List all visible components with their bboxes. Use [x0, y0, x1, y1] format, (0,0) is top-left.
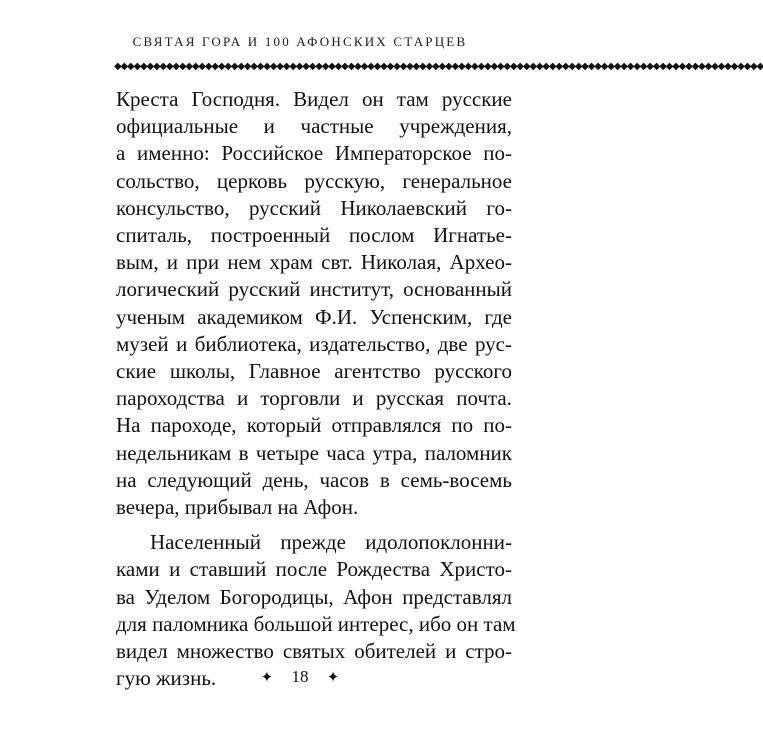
- text-line: пароходства и торговли и русская почта.: [116, 386, 512, 411]
- text-line: Населенный прежде идолопоклонни-: [150, 530, 512, 555]
- text-line: ученым академиком Ф.И. Успенским, где: [116, 304, 512, 329]
- text-line: видел множество святых обителей и стро-: [116, 639, 512, 664]
- text-line: На пароходе, который отправлялся по по-: [116, 413, 512, 438]
- text-line: ва Уделом Богородицы, Афон представлял: [116, 584, 512, 609]
- text-line: гую жизнь.: [116, 666, 217, 691]
- text-line: сольство, церковь русскую, генеральное: [116, 168, 512, 193]
- text-line: ками и ставший после Рождества Христо-: [116, 557, 512, 582]
- cross-ornament-icon: ✦: [260, 668, 274, 687]
- text-line: официальные и частные учреждения,: [116, 114, 512, 139]
- body-text: [116, 86, 516, 692]
- text-line: логический русский институт, основанный: [116, 277, 512, 302]
- paragraph-gap: [116, 521, 512, 529]
- text-line: ские школы, Главное агентство русского: [116, 359, 512, 384]
- text-line: на следующий день, часов в семь-восемь: [116, 467, 512, 492]
- ornament-rule-icon: ◆◆◆◆◆◆◆◆◆◆◆◆◆◆◆◆◆◆◆◆◆◆◆◆◆◆◆◆◆◆◆◆◆◆◆◆◆◆◆◆◆◆◆◆◆◆◆◆◆◆◆◆◆◆◆◆◆◆◆◆◆◆◆◆◆◆◆◆◆◆◆◆◆◆◆◆◆◆◆◆◆◆◆◆◆◆◆◆◆◆◆◆◆◆◆◆◆◆◆◆: [114, 61, 763, 72]
- page-footer: [0, 666, 600, 687]
- cross-ornament-icon: ✦: [326, 668, 340, 687]
- text-line: консульство, русский Николаевский го-: [116, 195, 512, 220]
- running-header: СВЯТАЯ ГОРА И 100 АФОНСКИХ СТАРЦЕВ: [132, 34, 468, 49]
- paragraph: [116, 86, 512, 521]
- text-line: а именно: Российское Императорское по-: [116, 141, 512, 166]
- text-line: спиталь, построенный послом Игнатье-: [116, 223, 512, 248]
- page-number: 18: [291, 667, 309, 687]
- text-line: вым, и при нем храм свт. Николая, Архео-: [116, 250, 512, 275]
- text-line: вечера, прибывал на Афон.: [116, 495, 359, 520]
- text-line: для паломника большой интерес, ибо он там: [116, 611, 516, 636]
- text-line: Креста Господня. Видел он там русские: [116, 87, 512, 111]
- text-line: недельникам в четыре часа утра, паломник: [116, 440, 512, 465]
- text-line: музей и библиотека, издательство, две рус-: [116, 331, 512, 356]
